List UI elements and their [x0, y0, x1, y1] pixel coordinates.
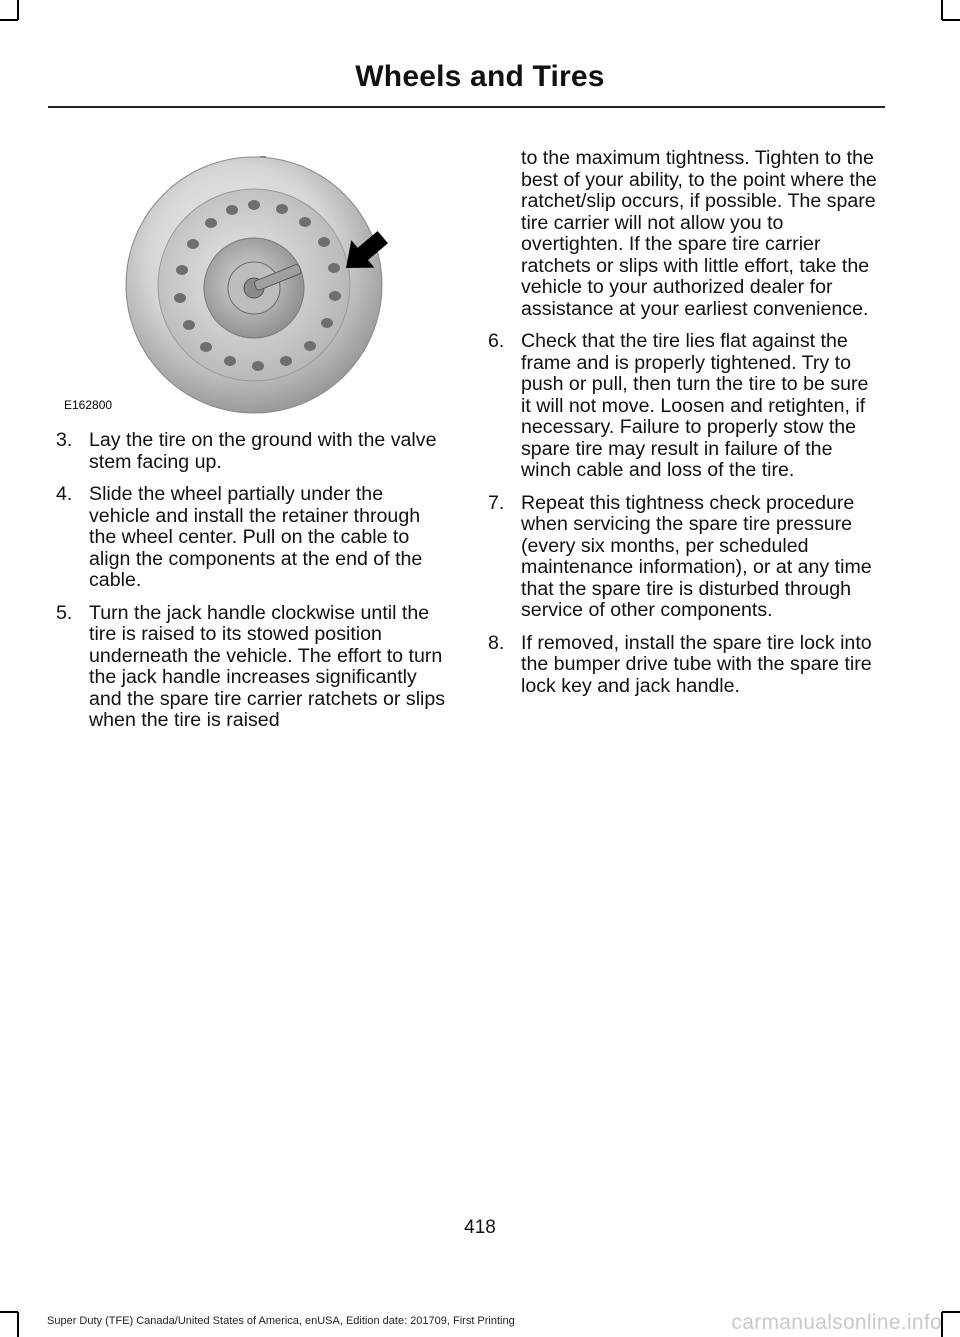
crop-mark-top-left-h — [0, 19, 18, 21]
list-item-text: Check that the tire lies flat against the frame and is properly tightened. Try to push or pull, then turn the tire to be sure it will not move. Loosen and retighten, if necessary. Failure to properly stow the spare tire may result in failure of the winch cable and loss of the tire. — [521, 330, 869, 481]
list-item-text: If removed, install the spare tire lock into the bumper drive tube with the spare tire lock key and jack handle. — [521, 631, 872, 697]
right-column — [488, 148, 882, 708]
crop-mark-bottom-left-h — [0, 1311, 18, 1313]
list-item — [488, 331, 882, 482]
list-item-text: Turn the jack handle clockwise until the tire is raised to its stowed position underneath the vehicle. The effort to turn the jack handle increases significantly and the spare tire carrier ratchets or slips when the tire is raised — [89, 601, 446, 731]
crop-mark-bottom-right-h — [942, 1311, 960, 1313]
list-item-text: Repeat this tightness check procedure when servicing the spare tire pressure (every six months, per scheduled maintenance information), or at any time that the spare tire is disturbed through service of other components. — [521, 491, 872, 621]
list-item-text: Slide the wheel partially under the vehicle and install the retainer through the wheel center. Pull on the cable to align the components at the end of the cable. — [89, 483, 423, 591]
footer-edition-info: Super Duty (TFE) Canada/United States of America, enUSA, Edition date: 201709, First Printing — [47, 1315, 515, 1327]
watermark[interactable]: carmanualsonline.info — [731, 1311, 942, 1334]
crop-mark-top-right-h — [942, 19, 960, 21]
list-item-number: 6. — [488, 330, 505, 352]
continued-text: to the maximum tightness. Tighten to the best of your ability, to the point where the ratchet/slip occurs, if possible. The spare tire carrier will not allow you to overtighten. If the spare tire carrier ratchets or slips with little effort, take the vehicle to your authorized dealer for assistance at your earliest convenience. — [521, 147, 877, 320]
list-item-number: 8. — [488, 631, 505, 654]
left-column — [56, 430, 448, 743]
figure-code: E162800 — [64, 398, 113, 412]
page-number: 418 — [464, 1217, 496, 1238]
list-item-text: Lay the tire on the ground with the valve stem facing up. — [89, 429, 437, 473]
spare-tire-figure — [48, 150, 450, 420]
crop-mark-bottom-left-v — [17, 1312, 19, 1337]
list-item — [56, 430, 448, 473]
list-item — [56, 603, 448, 732]
list-item — [56, 484, 448, 592]
list-item-number: 7. — [488, 491, 505, 514]
page-title: Wheels and Tires — [355, 60, 605, 93]
spare-tire-illustration — [48, 150, 450, 420]
crop-mark-top-left-v — [17, 0, 19, 20]
list-item-number: 4. — [56, 483, 73, 505]
header-divider — [48, 106, 885, 108]
list-item-number: 3. — [56, 429, 73, 451]
list-item — [488, 493, 882, 622]
list-item — [488, 633, 882, 698]
list-item-number: 5. — [56, 601, 73, 624]
crop-mark-top-right-v — [941, 0, 943, 20]
